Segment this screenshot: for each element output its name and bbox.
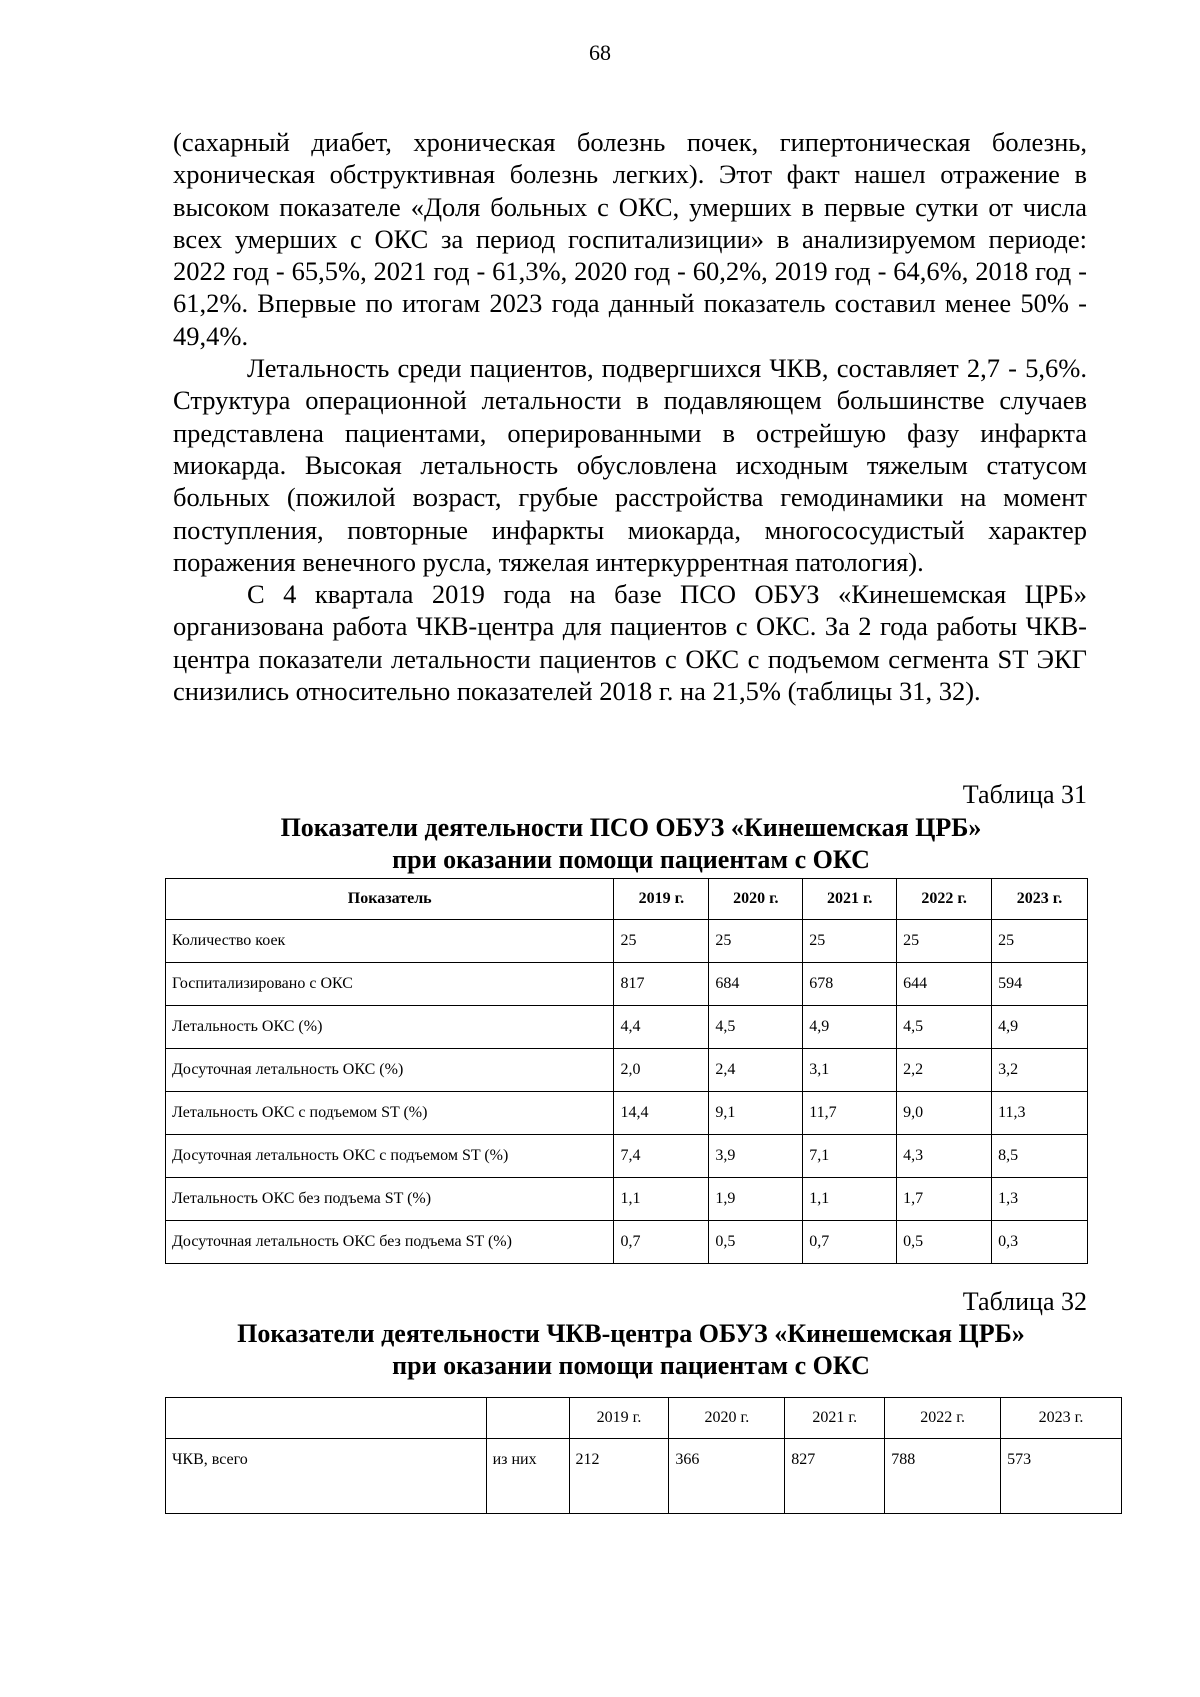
table-row xyxy=(166,1135,1088,1178)
table-cell: 827 xyxy=(785,1439,885,1514)
table-header-row xyxy=(166,879,1088,920)
table-32-title: Показатели деятельности ЧКВ-центра ОБУЗ «Кинешемская ЦРБ» при оказании помощи пациентам с ОКС xyxy=(237,1319,1025,1380)
table-cell: 25 xyxy=(614,920,709,963)
table-cell: 0,7 xyxy=(614,1221,709,1264)
table-cell: 1,7 xyxy=(897,1178,992,1221)
table-row xyxy=(166,1439,1122,1514)
row-label-cell: Летальность ОКС (%) xyxy=(166,1006,614,1049)
table-row xyxy=(166,1221,1088,1264)
header-2020: 2020 г. xyxy=(709,879,803,920)
header-2020: 2020 г. xyxy=(669,1398,785,1439)
row-label-cell: Летальность ОКС без подъема ST (%) xyxy=(166,1178,614,1221)
header-indicator: Показатель xyxy=(166,879,614,920)
table-cell: 7,4 xyxy=(614,1135,709,1178)
table-row xyxy=(166,1178,1088,1221)
table-31-label: Таблица 31 xyxy=(962,780,1087,809)
table-cell: 4,5 xyxy=(897,1006,992,1049)
table-cell: 14,4 xyxy=(614,1092,709,1135)
header-2022: 2022 г. xyxy=(885,1398,1001,1439)
table-cell: 2,4 xyxy=(709,1049,803,1092)
table-cell: 2,2 xyxy=(897,1049,992,1092)
table-cell: 4,9 xyxy=(992,1006,1088,1049)
table-cell: 0,3 xyxy=(992,1221,1088,1264)
table-cell: 0,7 xyxy=(803,1221,897,1264)
table-cell: 1,9 xyxy=(709,1178,803,1221)
table-cell: 4,3 xyxy=(897,1135,992,1178)
table-cell: 4,9 xyxy=(803,1006,897,1049)
table-cell: 2,0 xyxy=(614,1049,709,1092)
row-label-cell: Госпитализировано с ОКС xyxy=(166,963,614,1006)
table-cell: 1,1 xyxy=(614,1178,709,1221)
header-2022: 2022 г. xyxy=(897,879,992,920)
header-2023: 2023 г. xyxy=(992,879,1088,920)
row-label-cell: Досуточная летальность ОКС с подъемом ST (%) xyxy=(166,1135,614,1178)
paragraph-1: (сахарный диабет, хроническая болезнь почек, гипертоническая болезнь, хроническая обструктивная болезнь легких). Этот факт нашел отражение в высоком показателе «Доля больных с ОКС, умерших в первые сутки от числа всех умерших с ОКС за период госпитализиции» в анализируемом периоде: 2022 год - 65,5%, 2021 год - 61,3%, 2020 год - 60,2%, 2019 год - 64,6%, 2018 год - 61,2%. Впервые по итогам 2023 года данный показатель составил менее 50% - 49,4%. xyxy=(173,127,1087,351)
table-row xyxy=(166,1006,1088,1049)
table-cell: 684 xyxy=(709,963,803,1006)
table-cell: 9,0 xyxy=(897,1092,992,1135)
header-empty-1 xyxy=(166,1398,487,1439)
table-cell: 7,1 xyxy=(803,1135,897,1178)
table-cell: 212 xyxy=(569,1439,669,1514)
table-31-title: Показатели деятельности ПСО ОБУЗ «Кинешемская ЦРБ» при оказании помощи пациентам с ОКС xyxy=(280,813,982,874)
table-cell: 0,5 xyxy=(897,1221,992,1264)
paragraph-3: С 4 квартала 2019 года на базе ПСО ОБУЗ «Кинешемская ЦРБ» организована работа ЧКВ-центра для пациентов с ОКС. За 2 года работы ЧКВ-центра показатели летальности пациентов с ОКС с подъемом сегмента ST ЭКГ снизились относительно показателей 2018 г. на 21,5% (таблицы 31, 32). xyxy=(173,579,1087,707)
table-cell: 644 xyxy=(897,963,992,1006)
table-row xyxy=(166,920,1088,963)
table-cell: 3,1 xyxy=(803,1049,897,1092)
table-cell: 573 xyxy=(1001,1439,1122,1514)
paragraph-2: Летальность среди пациентов, подвергшихся ЧКВ, составляет 2,7 - 5,6%. Структура операционной летальности в подавляющем большинстве случаев представлена пациентами, оперированными в острейшую фазу инфаркта миокарда. Высокая летальность обусловлена исходным тяжелым статусом больных (пожилой возраст, грубые расстройства гемодинамики на момент поступления, повторные инфаркты миокарда, многососудистый характер поражения венечного русла, тяжелая интеркуррентная патология). xyxy=(173,353,1087,577)
header-2023: 2023 г. xyxy=(1001,1398,1122,1439)
page-number: 68 xyxy=(589,40,611,65)
table-cell: 25 xyxy=(897,920,992,963)
table-header-row xyxy=(166,1398,1122,1439)
table-row xyxy=(166,963,1088,1006)
row-label-cell: Летальность ОКС с подъемом ST (%) xyxy=(166,1092,614,1135)
table-cell: 1,1 xyxy=(803,1178,897,1221)
table-cell: из них xyxy=(486,1439,569,1514)
table-cell: 9,1 xyxy=(709,1092,803,1135)
table-cell: 11,3 xyxy=(992,1092,1088,1135)
table-31 xyxy=(165,878,1088,1264)
table-32 xyxy=(165,1397,1122,1514)
row-label-cell: ЧКВ, всего xyxy=(166,1439,487,1514)
table-row xyxy=(166,1092,1088,1135)
row-label-cell: Досуточная летальность ОКС (%) xyxy=(166,1049,614,1092)
table-cell: 678 xyxy=(803,963,897,1006)
header-2021: 2021 г. xyxy=(785,1398,885,1439)
table-cell: 788 xyxy=(885,1439,1001,1514)
body-text xyxy=(173,126,1087,707)
table-row xyxy=(166,1049,1088,1092)
table-cell: 25 xyxy=(992,920,1088,963)
table-cell: 4,4 xyxy=(614,1006,709,1049)
table-cell: 594 xyxy=(992,963,1088,1006)
table-cell: 0,5 xyxy=(709,1221,803,1264)
row-label-cell: Досуточная летальность ОКС без подъема ST (%) xyxy=(166,1221,614,1264)
table-32-label: Таблица 32 xyxy=(962,1287,1087,1316)
table-cell: 817 xyxy=(614,963,709,1006)
header-2019: 2019 г. xyxy=(614,879,709,920)
table-cell: 25 xyxy=(803,920,897,963)
table-cell: 3,9 xyxy=(709,1135,803,1178)
row-label-cell: Количество коек xyxy=(166,920,614,963)
header-2021: 2021 г. xyxy=(803,879,897,920)
header-2019: 2019 г. xyxy=(569,1398,669,1439)
table-cell: 8,5 xyxy=(992,1135,1088,1178)
table-cell: 4,5 xyxy=(709,1006,803,1049)
table-cell: 11,7 xyxy=(803,1092,897,1135)
table-cell: 366 xyxy=(669,1439,785,1514)
header-empty-2 xyxy=(486,1398,569,1439)
table-cell: 25 xyxy=(709,920,803,963)
table-cell: 3,2 xyxy=(992,1049,1088,1092)
table-cell: 1,3 xyxy=(992,1178,1088,1221)
